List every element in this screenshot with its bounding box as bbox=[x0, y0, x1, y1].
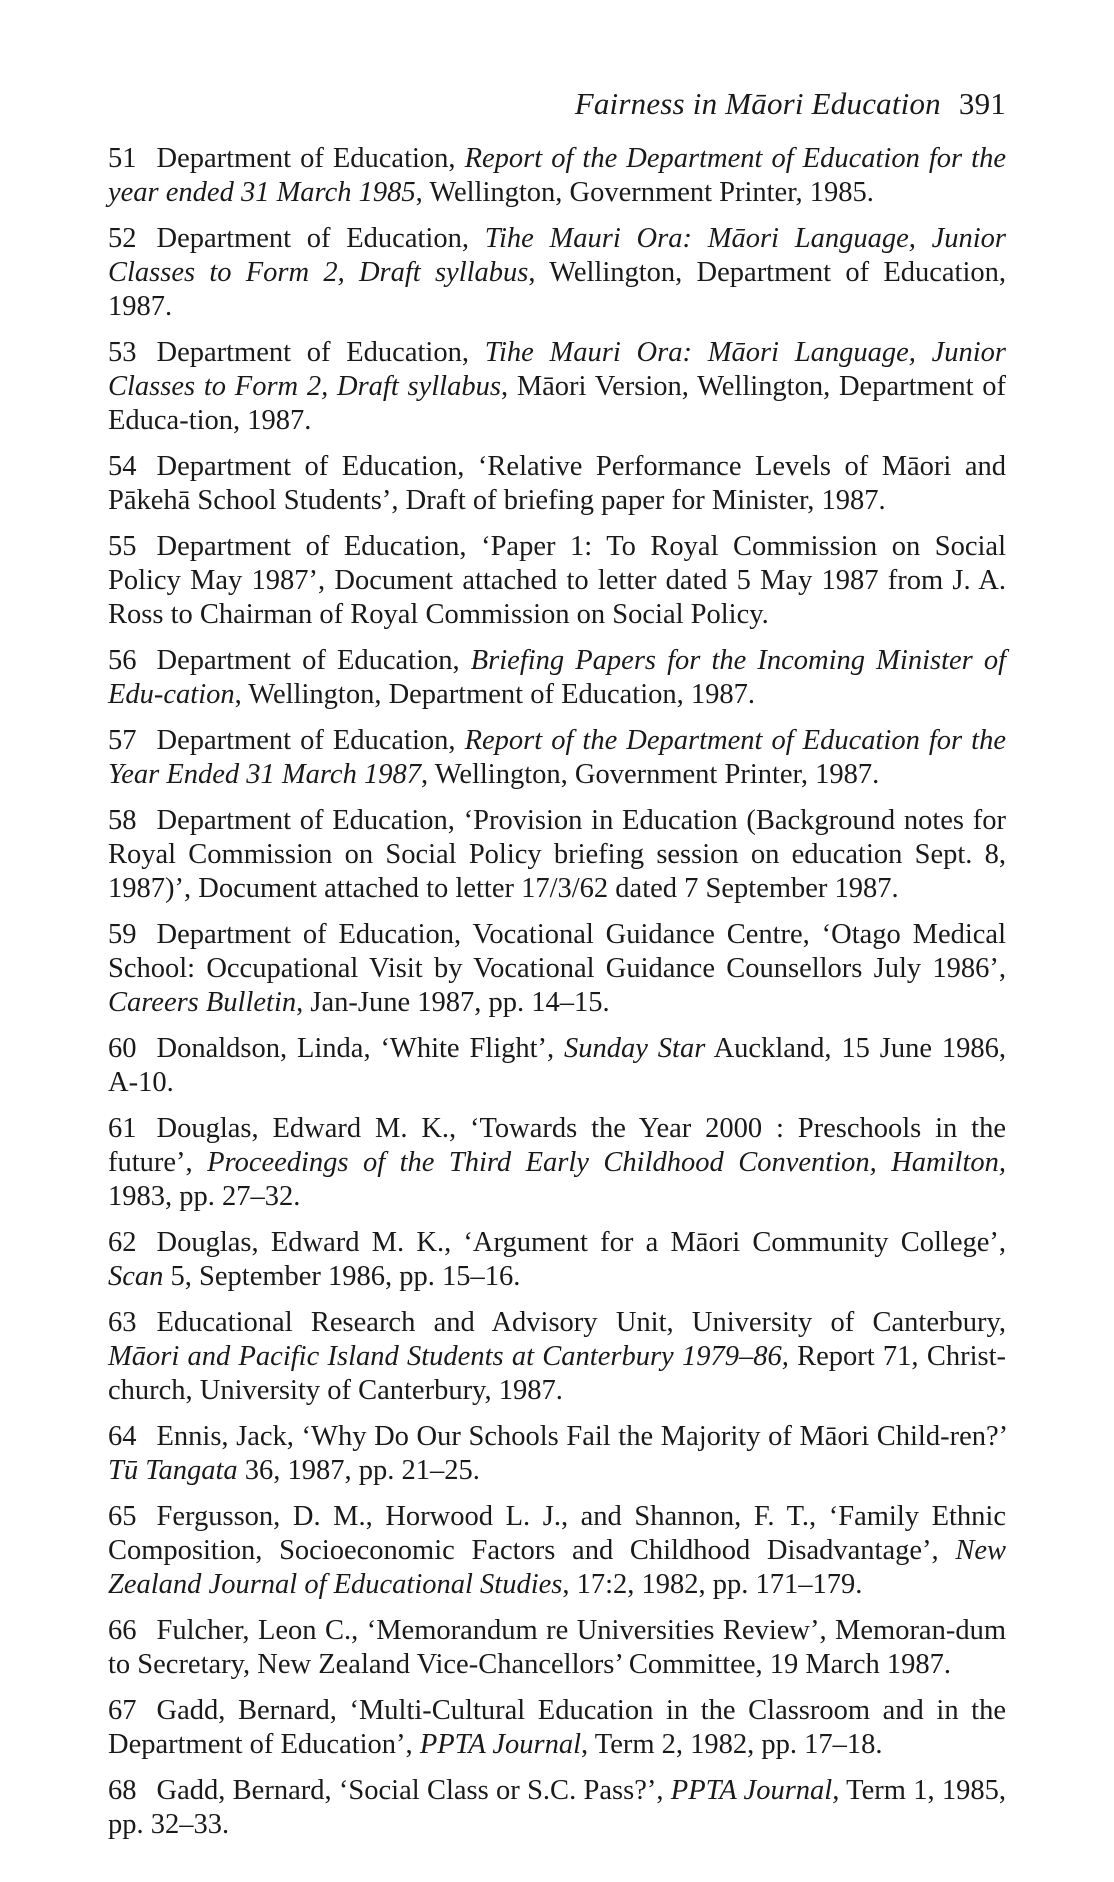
endnote-text: Department of Education, ‘Relative Performance Levels of Māori and Pākehā School Students’, Draft of briefing paper for Minister, 1987. bbox=[108, 451, 1006, 516]
endnote-text: Department of Education, bbox=[156, 337, 485, 368]
endnote-number: 65 bbox=[108, 1501, 137, 1532]
endnote-number: 61 bbox=[108, 1113, 137, 1144]
endnote-62 bbox=[108, 1226, 1006, 1294]
endnote-text: Department of Education, ‘Paper 1: To Royal Commission on Social Policy May 1987’, Document attached to letter dated 5 May 1987 from J. A. Ross to Chairman of Royal Commission on Social Policy. bbox=[108, 531, 1006, 630]
endnote-text: Department of Education, bbox=[156, 143, 465, 174]
endnote-italic-title: New Zealand Journal of Educational Studies bbox=[108, 1535, 1006, 1600]
endnote-65 bbox=[108, 1500, 1006, 1602]
endnote-text: Donaldson, Linda, ‘White Flight’, bbox=[156, 1033, 565, 1064]
endnote-text: 36, 1987, pp. 21–25. bbox=[237, 1455, 480, 1486]
endnote-51 bbox=[108, 142, 1006, 210]
endnote-number: 52 bbox=[108, 223, 137, 254]
endnote-number: 59 bbox=[108, 919, 137, 950]
endnote-number: 67 bbox=[108, 1695, 137, 1726]
endnote-number: 60 bbox=[108, 1033, 137, 1064]
endnote-64 bbox=[108, 1420, 1006, 1488]
endnote-italic-title: Sunday Star bbox=[564, 1033, 706, 1064]
endnote-text: Educational Research and Advisory Unit, University of Canterbury, bbox=[156, 1307, 1006, 1338]
endnote-text: Douglas, Edward M. K., ‘Towards the Year 2000 : Preschools in the future’, bbox=[108, 1113, 1006, 1178]
endnote-56 bbox=[108, 644, 1006, 712]
endnote-text: Report 71, Christ-church, University of Canterbury, 1987. bbox=[108, 1341, 1006, 1406]
running-head bbox=[108, 84, 1006, 124]
endnote-68 bbox=[108, 1774, 1006, 1842]
endnote-number: 66 bbox=[108, 1615, 137, 1646]
endnote-text: Auckland, 15 June 1986, A-10. bbox=[108, 1033, 1006, 1098]
endnote-italic-title: Māori and Pacific Island Students at Canterbury 1979–86, bbox=[108, 1341, 789, 1372]
endnote-italic-title: Report of the Department of Education for the Year Ended 31 March 1987 bbox=[108, 725, 1006, 790]
endnote-text: Fulcher, Leon C., ‘Memorandum re Universities Review’, Memoran-dum to Secretary, New Zealand Vice-Chancellors’ Committee, 19 March 1987. bbox=[108, 1615, 1006, 1680]
endnote-number: 55 bbox=[108, 531, 137, 562]
endnote-text: Fergusson, D. M., Horwood L. J., and Shannon, F. T., ‘Family Ethnic Composition, Socioeconomic Factors and Childhood Disadvantage’, bbox=[108, 1501, 1006, 1566]
book-page bbox=[108, 84, 1006, 1854]
endnote-53 bbox=[108, 336, 1006, 438]
endnote-italic-title: Tihe Mauri Ora: Māori Language, Junior Classes to Form 2, Draft syllabus bbox=[108, 223, 1007, 288]
endnote-text: , Wellington, Department of Education, 1987. bbox=[234, 679, 756, 710]
endnote-text: Department of Education, Vocational Guidance Centre, ‘Otago Medical School: Occupational Visit by Vocational Guidance Counsellors July 1986’, bbox=[108, 919, 1006, 984]
endnote-text: Department of Education, bbox=[156, 223, 485, 254]
endnote-text: Ennis, Jack, ‘Why Do Our Schools Fail the Majority of Māori Child-ren?’ bbox=[156, 1421, 1006, 1452]
endnote-text: Gadd, Bernard, ‘Multi-Cultural Education in the Classroom and in the Department of Education’, bbox=[108, 1695, 1006, 1760]
endnote-58 bbox=[108, 804, 1006, 906]
endnote-italic-title: Briefing Papers for the Incoming Minister of Edu-cation bbox=[108, 645, 1007, 710]
endnote-text: , Wellington, Department of Education, 1987. bbox=[108, 257, 1006, 322]
endnote-text: Department of Education, bbox=[156, 725, 465, 756]
endnote-text: Department of Education, bbox=[156, 645, 471, 676]
endnote-number: 54 bbox=[108, 451, 137, 482]
endnote-text: , Wellington, Government Printer, 1987. bbox=[420, 759, 880, 790]
endnote-number: 62 bbox=[108, 1227, 137, 1258]
page-number: 391 bbox=[958, 86, 1006, 121]
endnote-text: , Wellington, Government Printer, 1985. bbox=[415, 177, 874, 208]
endnote-55 bbox=[108, 530, 1006, 632]
endnote-number: 63 bbox=[108, 1307, 137, 1338]
endnote-text: Douglas, Edward M. K., ‘Argument for a Māori Community College’, bbox=[156, 1227, 1006, 1258]
endnote-61 bbox=[108, 1112, 1006, 1214]
endnote-italic-title: Tihe Mauri Ora: Māori Language, Junior Classes to Form 2, Draft syllabus bbox=[108, 337, 1007, 402]
endnote-number: 57 bbox=[108, 725, 137, 756]
endnote-63 bbox=[108, 1306, 1006, 1408]
endnote-text: 1983, pp. 27–32. bbox=[108, 1181, 301, 1212]
endnote-italic-title: Careers Bulletin bbox=[108, 987, 297, 1018]
endnote-59 bbox=[108, 918, 1006, 1020]
endnote-number: 53 bbox=[108, 337, 137, 368]
endnote-text: , Term 2, 1982, pp. 17–18. bbox=[581, 1729, 883, 1760]
endnote-text: , 17:2, 1982, pp. 171–179. bbox=[562, 1569, 863, 1600]
endnote-italic-title: Scan bbox=[108, 1261, 164, 1292]
endnote-57 bbox=[108, 724, 1006, 792]
endnote-text: Term 1, 1985, pp. 32–33. bbox=[108, 1775, 1007, 1840]
endnote-text: Department of Education, ‘Provision in Education (Background notes for Royal Commission on Social Policy briefing session on education Sept. 8, 1987)’, Document attached to letter 17/3/62 dated 7 September 1987. bbox=[108, 805, 1006, 904]
endnote-number: 68 bbox=[108, 1775, 137, 1806]
endnote-italic-title: Tū Tangata bbox=[108, 1455, 238, 1486]
endnote-text: , Māori Version, Wellington, Department of Educa-tion, 1987. bbox=[108, 371, 1006, 436]
endnote-number: 56 bbox=[108, 645, 137, 676]
endnote-number: 51 bbox=[108, 143, 137, 174]
endnote-67 bbox=[108, 1694, 1006, 1762]
endnote-text: Gadd, Bernard, ‘Social Class or S.C. Pass?’, bbox=[156, 1775, 671, 1806]
running-title: Fairness in Māori Education bbox=[574, 86, 941, 121]
endnote-italic-title: Proceedings of the Third Early Childhood Convention, Hamilton, bbox=[207, 1147, 1006, 1178]
endnote-54 bbox=[108, 450, 1006, 518]
endnote-60 bbox=[108, 1032, 1006, 1100]
endnote-italic-title: PPTA Journal, bbox=[670, 1775, 840, 1806]
endnote-text: 5, September 1986, pp. 15–16. bbox=[163, 1261, 521, 1292]
endnote-number: 58 bbox=[108, 805, 137, 836]
endnotes-list bbox=[108, 142, 1006, 1842]
endnote-66 bbox=[108, 1614, 1006, 1682]
endnote-text: , Jan-June 1987, pp. 14–15. bbox=[296, 987, 610, 1018]
endnote-italic-title: PPTA Journal bbox=[419, 1729, 582, 1760]
endnote-number: 64 bbox=[108, 1421, 137, 1452]
endnote-52 bbox=[108, 222, 1006, 324]
endnote-italic-title: Report of the Department of Education for the year ended 31 March 1985 bbox=[108, 143, 1006, 208]
